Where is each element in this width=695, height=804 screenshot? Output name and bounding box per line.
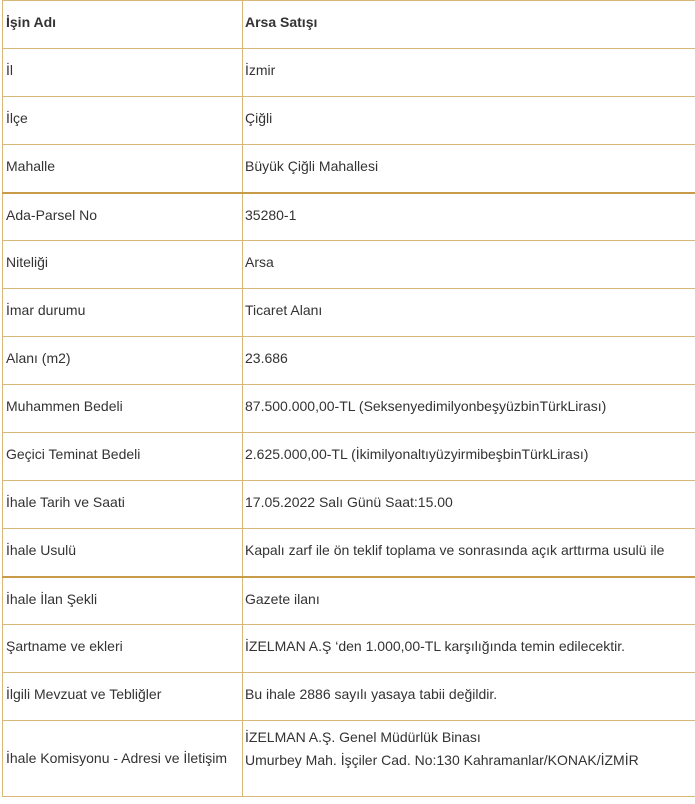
auction-info-table [2,0,695,797]
row-label: İl [3,49,243,97]
row-label: Ada-Parsel No [3,193,243,241]
row-label: Niteliği [3,241,243,289]
commission-address-line2: Umurbey Mah. İşçiler Cad. No:130 Kahramanlar/KONAK/İZMİR [245,752,639,768]
row-label: İlgili Mevzuat ve Tebliğler [3,673,243,721]
table-row [3,49,695,97]
table-row [3,97,695,145]
table-row [3,385,695,433]
row-label: İlçe [3,97,243,145]
table-row [3,529,695,577]
row-label: İhale Tarih ve Saati [3,481,243,529]
row-value: 87.500.000,00-TL (SeksenyedimilyonbeşyüzbinTürkLirası) [243,385,695,433]
table-header-row [3,1,695,49]
row-label: Şartname ve ekleri [3,625,243,673]
row-value: 23.686 [243,337,695,385]
row-label: İhale Komisyonu - Adresi ve İletişim [3,721,243,797]
row-value: Çiğli [243,97,695,145]
row-value: 2.625.000,00-TL (İkimilyonaltıyüzyirmibeşbinTürkLirası) [243,433,695,481]
row-label: İhale Usulü [3,529,243,577]
table-row [3,481,695,529]
table-row [3,241,695,289]
row-value: 35280-1 [243,193,695,241]
row-value: Ticaret Alanı [243,289,695,337]
row-value: İZELMAN A.Ş ‘den 1.000,00-TL karşılığında temin edilecektir. [243,625,695,673]
row-value: 17.05.2022 Salı Günü Saat:15.00 [243,481,695,529]
table-row [3,193,695,241]
row-value: İzmir [243,49,695,97]
header-value: Arsa Satışı [243,1,695,49]
commission-address [243,721,695,797]
table-row [3,577,695,625]
header-label: İşin Adı [3,1,243,49]
row-label: İmar durumu [3,289,243,337]
row-value: Gazete ilanı [243,577,695,625]
table-row [3,337,695,385]
row-value: Kapalı zarf ile ön teklif toplama ve sonrasında açık arttırma usulü ile [243,529,695,577]
row-label: Geçici Teminat Bedeli [3,433,243,481]
row-value: Büyük Çiğli Mahallesi [243,145,695,193]
table-row [3,145,695,193]
table-row [3,289,695,337]
table-row [3,433,695,481]
row-label: Alanı (m2) [3,337,243,385]
commission-address-line1: İZELMAN A.Ş. Genel Müdürlük Binası [245,729,481,745]
row-value: Bu ihale 2886 sayılı yasaya tabii değildir. [243,673,695,721]
table-row [3,625,695,673]
row-value: Arsa [243,241,695,289]
table-row [3,721,695,797]
table-row [3,673,695,721]
row-label: Muhammen Bedeli [3,385,243,433]
row-label: İhale İlan Şekli [3,577,243,625]
row-label: Mahalle [3,145,243,193]
